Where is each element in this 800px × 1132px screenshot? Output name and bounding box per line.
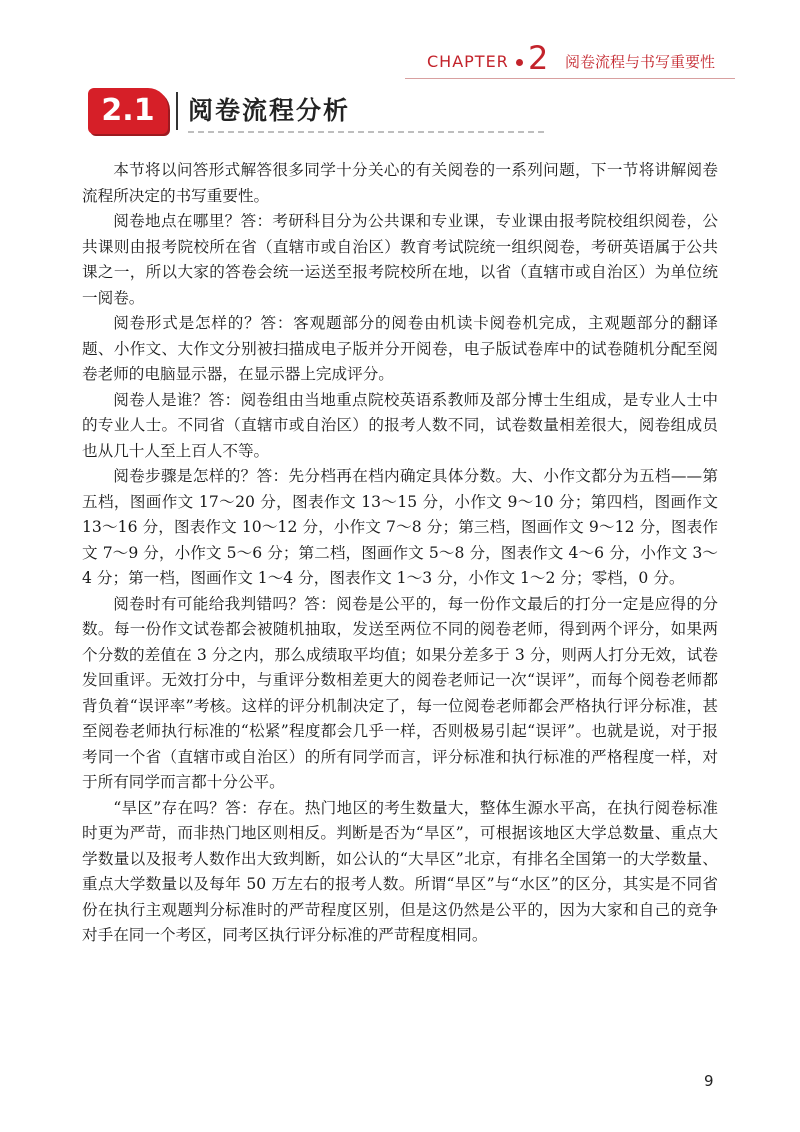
paragraph-dry-zone: “旱区”存在吗？答：存在。热门地区的考生数量大，整体生源水平高，在执行阅卷标准时更为严苛，而非热门地区则相反。判断是否为“旱区”，可根据该地区大学总数量、重点大学数量以及报考人数作出大致判断，如公认的“大旱区”北京，有排名全国第一的大学数量、重点大学数量以及每年 50 万左右的报考人数。所谓“旱区”与“水区”的区分，其实是不同省份在执行主观题判分标准时的严苛程度区别，但是这仍然是公平的，因为大家和自己的竞争对手在同一个考区，同考区执行评分标准的严苛程度相同。 [82,798,718,944]
paragraph-steps: 阅卷步骤是怎样的？答：先分档再在档内确定具体分数。大、小作文都分为五档——第五档，图画作文 17～20 分，图表作文 13～15 分，小作文 9～10 分；第四档，图画作文 13～16 分，图表作文 10～12 分，小作文 7～8 分；第三档，图画作文 9～12 分，图表作文 7～9 分，小作文 5～6 分；第二档，图画作文 5～8 分，图表作文 4～6 分，小作文 3～4 分；第一档，图画作文 1～4 分，图表作文 1～3 分，小作文 1～2 分；零档，0 分。 [82,467,718,587]
chapter-label: CHAPTER [427,52,509,71]
paragraph-graders: 阅卷人是谁？答：阅卷组由当地重点院校英语系教师及部分博士生组成，是专业人士中的专业人士。不同省（直辖市或自治区）的报考人数不同，试卷数量相差很大，阅卷组成员也从几十人至上百人不等。 [82,390,718,460]
paragraph-location: 阅卷地点在哪里？答：考研科目分为公共课和专业课，专业课由报考院校组织阅卷，公共课则由报考院校所在省（直辖市或自治区）教育考试院统一组织阅卷，考研英语属于公共课之一，所以大家的答卷会统一运送至报考院校所在地，以省（直辖市或自治区）为单位统一阅卷。 [82,212,718,307]
section-number: 2.1 [101,93,155,128]
paragraph-fairness: 阅卷时有可能给我判错吗？答：阅卷是公平的，每一份作文最后的打分一定是应得的分数。每一份作文试卷都会被随机抽取，发送至两位不同的阅卷老师，得到两个评分，如果两个分数的差值在 3 分之内，那么成绩取平均值；如果分差多于 3 分，则两人打分无效，试卷发回重评。无效打分中，与重评分数相差更大的阅卷老师记一次“误评”，而每个阅卷老师都背负着“误评率”考核。这样的评分机制决定了，每一位阅卷老师都会严格执行评分标准，甚至阅卷老师执行标准的“松紧”程度都会几乎一样，否则极易引起“误评”。也就是说，对于报考同一个省（直辖市或自治区）的所有同学而言，评分标准和执行标准的严格程度一样，对于所有同学而言都十分公平。 [82,594,718,791]
paragraph-format: 阅卷形式是怎样的？答：客观题部分的阅卷由机读卡阅卷机完成，主观题部分的翻译题、小作文、大作文分别被扫描成电子版并分开阅卷，电子版试卷库中的试卷随机分配至阅卷老师的电脑显示器，在显示器上完成评分。 [82,314,718,383]
section-title: 阅卷流程分析 [188,96,351,125]
chapter-dot-icon [516,59,523,66]
section-underline [188,131,548,133]
paragraph-intro: 本节将以问答形式解答很多同学十分关心的有关阅卷的一系列问题，下一节将讲解阅卷流程所决定的书写重要性。 [82,161,718,205]
section-number-badge [88,88,168,134]
body-text [82,158,718,949]
chapter-divider [405,78,735,79]
page-number: 9 [704,1072,714,1090]
chapter-header [405,39,735,77]
chapter-number: 2 [528,39,549,77]
section-separator [176,92,178,130]
chapter-title: 阅卷流程与书写重要性 [565,53,716,71]
